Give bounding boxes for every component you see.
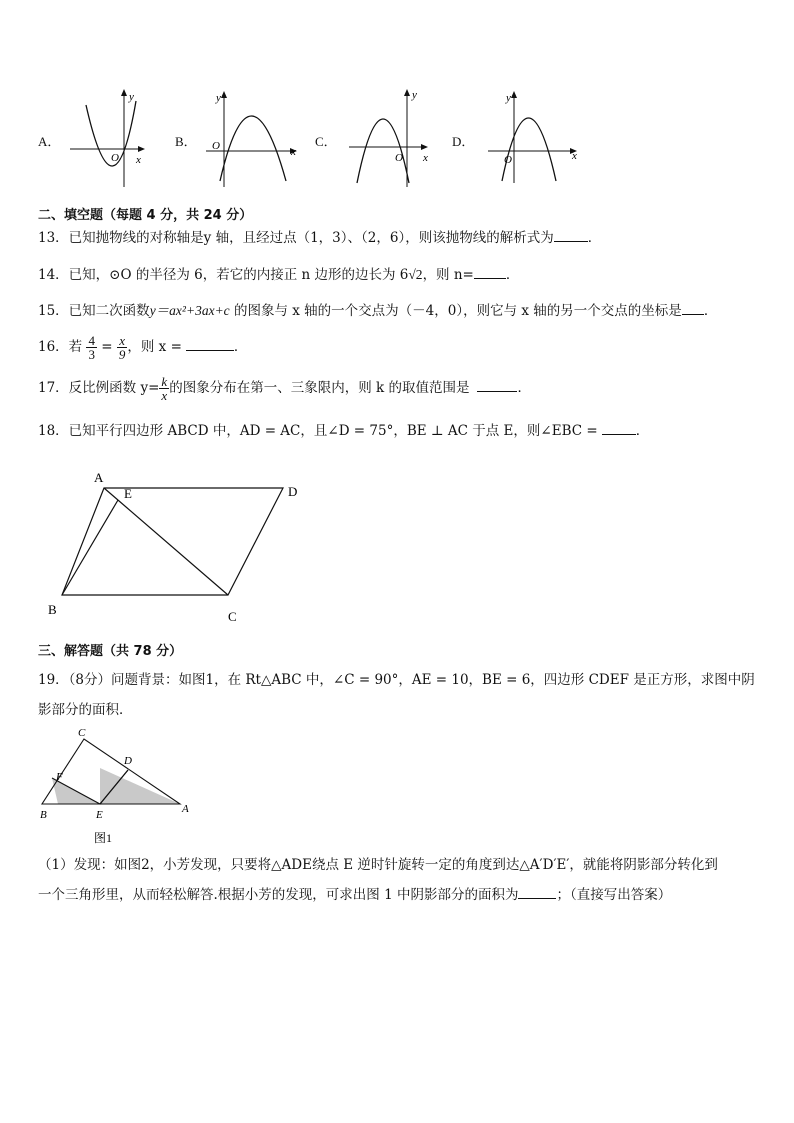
q14-answer-blank[interactable] [474,266,506,279]
q18-answer-blank[interactable] [602,422,636,435]
option-a-y-arrow [121,89,127,96]
option-b-parabola [220,116,286,181]
question-13 [38,229,601,247]
q16-answer-blank[interactable] [186,338,234,351]
option-a-y-label: y [129,91,134,103]
q19-1-answer-blank[interactable] [518,886,556,899]
q13-answer-blank[interactable] [554,229,588,242]
option-d-y-label: y [506,92,511,104]
q19-1-line2a: 一个三角形里，从而轻松解答.根据小芳的发现，可求出图 1 中阴影部分的面积为 [38,887,519,903]
fig18-label-e: E [124,486,132,501]
q16-text-a: 16．若 [38,339,83,355]
fig18-label-d: D [288,484,298,499]
question-14 [38,266,519,284]
q14-text-a: 14．已知，⊙O 的半径为 6，若它的内接正 n 边形的边长为 6 [38,267,409,283]
q17-frac-num: k [161,374,168,389]
option-b-label: B． [175,134,197,149]
q18-end: ． [635,423,650,439]
q14-end: ． [505,267,520,283]
q19-line2: 影部分的面积． [38,702,133,718]
q19-1-line2b: ；（直接写出答案） [556,887,672,903]
option-b-x-label: x [291,146,296,158]
option-c-origin: O [395,152,403,164]
option-b-y-label: y [216,92,221,104]
q14-sqrt: √2 [408,267,423,282]
question-17 [38,371,531,405]
option-b-y-arrow [221,91,227,98]
q19-1-line2 [38,880,718,910]
q16-frac1-num: 4 [88,333,95,348]
q15-function: y＝ax²+3ax+c [149,303,230,318]
q15-answer-blank[interactable] [682,302,704,315]
question-15 [38,302,717,320]
fig19-label-d: D [124,755,132,767]
question-19-part1 [38,850,718,910]
q16-end: ． [233,339,248,355]
q15-text-b: 的图象与 x 轴的一个交点为（－4，0），则它与 x 轴的另一个交点的坐标是 [233,303,682,319]
option-d-label: D． [452,134,475,149]
fig19-label-c: C [78,727,86,739]
q16-frac1-den: 3 [88,347,95,362]
figure-19-triangle [38,726,198,850]
q17-end: ． [517,380,531,396]
q16-equals: = [101,339,113,355]
option-c-x-arrow [421,144,428,150]
figure-18-parallelogram [40,466,320,626]
option-c-parabola [357,119,409,183]
option-b-origin: O [212,140,220,152]
q17-fraction [159,375,169,402]
q16-text-b: ，则 x = [127,339,182,355]
section3-title: 三、解答题（共 78 分） [38,644,183,659]
option-d-graph [484,89,584,189]
option-d-origin: O [504,154,512,166]
option-a-graph [66,89,156,189]
option-a-label: A． [38,134,61,149]
q18-text: 18．已知平行四边形 ABCD 中，AD = AC，且∠D = 75°，BE ⊥ AC 于点 E，则∠EBC = [38,423,598,439]
q16-fraction-right [117,334,128,361]
q17-frac-den: x [161,388,168,403]
option-d-x-label: x [572,150,577,162]
option-d-y-arrow [511,91,517,98]
q19-line1: 19．（8分）问题背景：如图1，在 Rt△ABC 中，∠C = 90°，AE = 10，BE = 6，四边形 CDEF 是正方形，求图中阴 [38,672,755,688]
question-18 [38,422,649,440]
parallelogram-abcd [62,488,283,595]
q14-text-b: ，则 n= [422,267,474,283]
option-a-origin: O [111,152,119,164]
section2-title: 二、填空题（每题 4 分，共 24 分） [38,208,253,223]
fig18-label-b: B [48,602,57,617]
fig18-label-c: C [228,609,237,624]
option-c-graph [345,85,440,189]
option-a-x-arrow [138,146,145,152]
option-b-graph [202,89,302,189]
fig19-caption: 图1 [94,831,113,845]
q13-end: ． [587,230,602,246]
option-c-label: C． [315,134,337,149]
q17-text-a: 17．反比例函数 y= [38,380,160,396]
option-c-y-arrow [404,89,410,96]
fig18-label-a: A [94,470,104,485]
option-a-x-label: x [136,154,141,166]
q16-frac2-den: 9 [118,347,126,362]
q16-frac2-num: x [117,334,128,348]
fig19-label-a: A [182,803,189,815]
option-d-parabola [502,118,556,181]
q19-1-line1: （1）发现：如图2，小芳发现，只要将△ADE绕点 E 逆时针旋转一定的角度到达△A′D′E′，就能将阴影部分转化到 [38,857,718,873]
question-16 [38,330,247,364]
question-19 [38,665,755,725]
segment-ac [104,488,228,595]
fig19-label-e: E [96,809,103,821]
fig19-label-f: F [56,771,63,783]
q16-fraction-left [86,334,97,361]
option-c-y-label: y [412,89,417,101]
q17-text-b: 的图象分布在第一、三象限内，则 k 的取值范围是 [169,380,470,396]
segment-be [62,500,118,595]
option-c-x-label: x [423,152,428,164]
q15-text-a: 15．已知二次函数 [38,303,150,319]
q13-text: 13．已知抛物线的对称轴是y 轴，且经过点（1，3）、（2，6），则该抛物线的解析式为 [38,230,554,246]
shaded-triangle-right [100,768,180,804]
q17-answer-blank[interactable] [477,379,517,392]
options-row [0,85,794,195]
fig19-label-b: B [40,809,47,821]
q15-end: ． [703,303,718,319]
